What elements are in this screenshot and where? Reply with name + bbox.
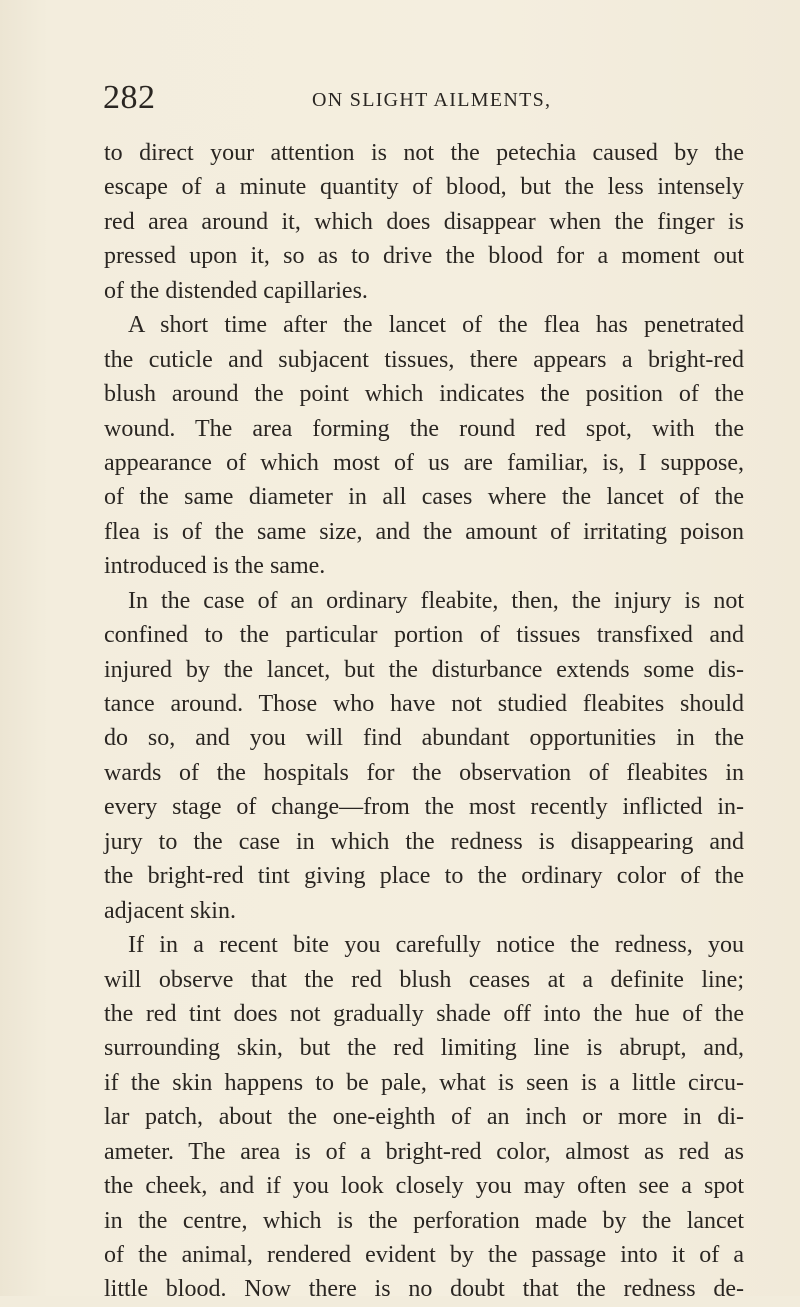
text-line: introduced is the same. (104, 553, 326, 580)
running-head: ON SLIGHT AILMENTS, (312, 89, 552, 111)
text-line: will observe that the red blush ceases at a definite line; (104, 966, 744, 993)
text-line: wards of the hospitals for the observation of fleabites in (104, 759, 744, 786)
text-line: A short time after the lancet of the flea has penetrated (128, 312, 744, 339)
text-line: the cheek, and if you look closely you may often see a spot (104, 1173, 744, 1200)
text-line: if the skin happens to be pale, what is seen is a little circu- (104, 1069, 744, 1096)
text-line: wound. The area forming the round red spot, with the (104, 415, 744, 442)
text-line: of the animal, rendered evident by the passage into it of a (104, 1242, 744, 1268)
text-line: of the same diameter in all cases where the lancet of the (104, 484, 744, 511)
page-number: 282 (103, 79, 156, 116)
text-line: pressed upon it, so as to drive the blood for a moment out (104, 243, 744, 270)
text-line: the bright-red tint giving place to the ordinary color of the (104, 863, 744, 890)
text-line: to direct your attention is not the petechia caused by the (104, 140, 744, 166)
body-text (104, 136, 744, 1307)
text-line: appearance of which most of us are familiar, is, I suppose, (104, 449, 744, 476)
text-line: in the centre, which is the perforation made by the lancet (104, 1207, 744, 1234)
text-line: confined to the particular portion of tissues transfixed and (104, 622, 744, 649)
text-line: adjacent skin. (104, 897, 236, 924)
text-line: red area around it, which does disappear when the finger is (104, 208, 744, 235)
text-line: If in a recent bite you carefully notice the redness, you (128, 932, 744, 959)
text-line: escape of a minute quantity of blood, but the less intensely (104, 174, 744, 201)
text-line: injured by the lancet, but the disturbance extends some dis- (104, 656, 744, 683)
text-line: lar patch, about the one-eighth of an inch or more in di- (104, 1104, 744, 1131)
text-line: tance around. Those who have not studied fleabites should (104, 691, 744, 717)
text-line: the red tint does not gradually shade off into the hue of the (104, 1000, 744, 1027)
text-line: blush around the point which indicates the position of the (104, 381, 744, 408)
text-line: do so, and you will find abundant opportunities in the (104, 725, 744, 752)
text-line: ameter. The area is of a bright-red color, almost as red as (104, 1138, 744, 1165)
page-header (103, 78, 703, 118)
text-line: every stage of change—from the most recently inflicted in- (104, 794, 744, 821)
text-line: jury to the case in which the redness is disappearing and (104, 828, 744, 855)
text-line: little blood. Now there is no doubt that the redness de- (104, 1276, 744, 1303)
text-line: surrounding skin, but the red limiting line is abrupt, and, (104, 1035, 744, 1062)
text-line: of the distended capillaries. (104, 277, 368, 304)
text-line: flea is of the same size, and the amount of irritating poison (104, 518, 744, 545)
text-line: the cuticle and subjacent tissues, there appears a bright-red (104, 346, 744, 373)
text-line: In the case of an ordinary fleabite, then, the injury is not (128, 587, 744, 614)
